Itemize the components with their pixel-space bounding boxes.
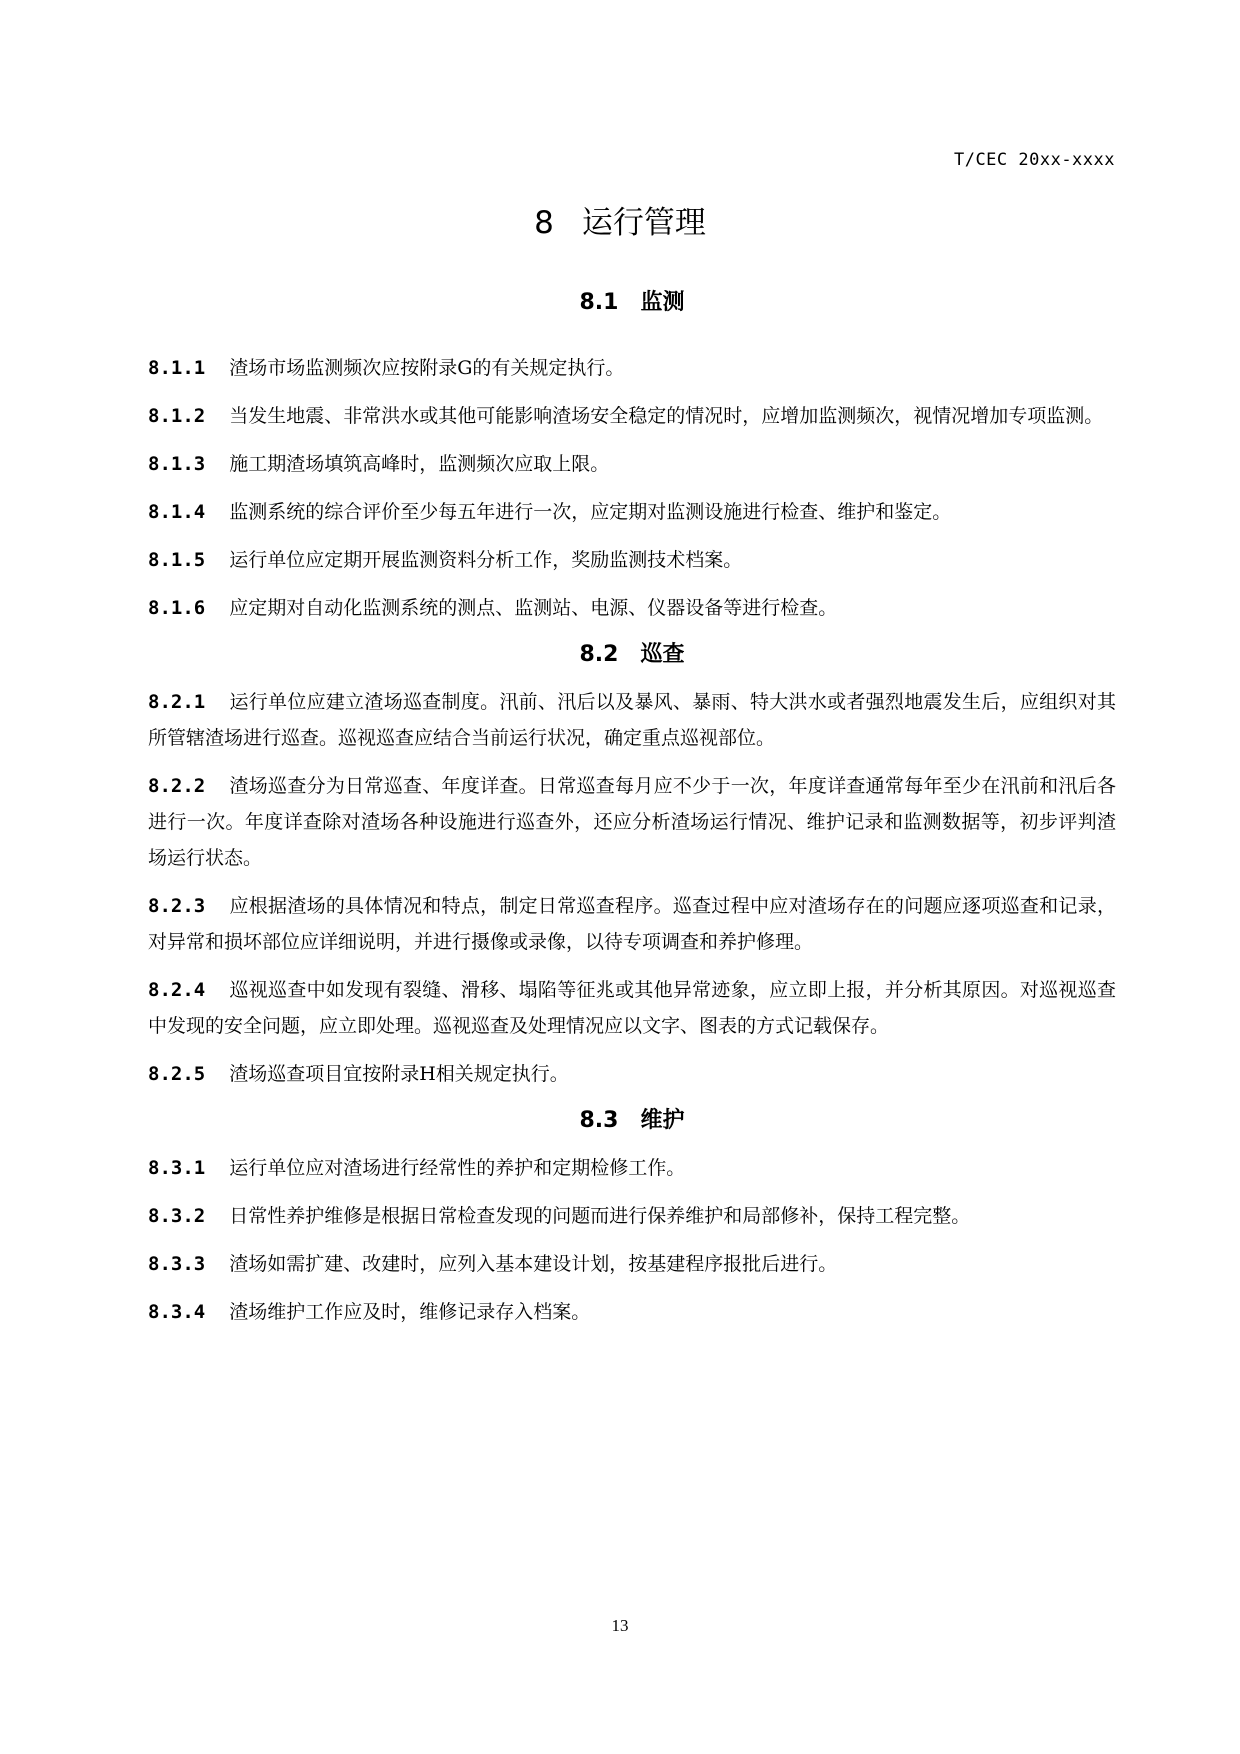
clause bbox=[148, 684, 1116, 756]
clause-text: 巡视巡查中如发现有裂缝、滑移、塌陷等征兆或其他异常迹象，应立即上报，并分析其原因。对巡视巡查中发现的安全问题，应立即处理。巡视巡查及处理情况应以文字、图表的方式记载保存。 bbox=[148, 979, 1116, 1037]
clause bbox=[148, 350, 1116, 386]
clause-text: 施工期渣场填筑高峰时，监测频次应取上限。 bbox=[229, 453, 610, 475]
clause bbox=[148, 768, 1116, 876]
clause-text: 渣场市场监测频次应按附录G的有关规定执行。 bbox=[229, 357, 625, 379]
clause bbox=[148, 1294, 1116, 1330]
clause-number: 8.3.1 bbox=[148, 1157, 206, 1179]
chapter-number: 8 bbox=[534, 205, 554, 241]
clause bbox=[148, 972, 1116, 1044]
standard-code: T/CEC 20xx-xxxx bbox=[953, 150, 1115, 170]
clause-number: 8.2.2 bbox=[148, 775, 206, 797]
section-title-text: 维护 bbox=[640, 1108, 685, 1133]
clause-text: 渣场维护工作应及时，维修记录存入档案。 bbox=[229, 1301, 591, 1323]
clause-text: 运行单位应对渣场进行经常性的养护和定期检修工作。 bbox=[229, 1157, 686, 1179]
clause-number: 8.2.1 bbox=[148, 691, 206, 713]
section-title-text: 巡查 bbox=[640, 642, 685, 667]
clause-number: 8.3.2 bbox=[148, 1205, 206, 1227]
clause bbox=[148, 398, 1116, 434]
clause-text: 渣场巡查项目宜按附录H相关规定执行。 bbox=[229, 1063, 569, 1085]
clause-text: 应根据渣场的具体情况和特点，制定日常巡查程序。巡查过程中应对渣场存在的问题应逐项巡查和记录，对异常和损坏部位应详细说明，并进行摄像或录像，以待专项调查和养护修理。 bbox=[148, 895, 1116, 953]
clause bbox=[148, 542, 1116, 578]
clause-text: 运行单位应建立渣场巡查制度。汛前、汛后以及暴风、暴雨、特大洪水或者强烈地震发生后，应组织对其所管辖渣场进行巡查。巡视巡查应结合当前运行状况，确定重点巡视部位。 bbox=[148, 691, 1116, 749]
clause-text: 日常性养护维修是根据日常检查发现的问题而进行保养维护和局部修补，保持工程完整。 bbox=[229, 1205, 971, 1227]
clause-text: 监测系统的综合评价至少每五年进行一次，应定期对监测设施进行检查、维护和鉴定。 bbox=[229, 501, 952, 523]
document-body bbox=[148, 286, 1116, 1342]
clause-number: 8.1.2 bbox=[148, 405, 206, 427]
chapter-title bbox=[0, 200, 1240, 246]
clause-number: 8.1.1 bbox=[148, 357, 206, 379]
section-number: 8.1 bbox=[579, 290, 619, 315]
clause bbox=[148, 590, 1116, 626]
clause-number: 8.2.3 bbox=[148, 895, 206, 917]
clause-number: 8.3.3 bbox=[148, 1253, 206, 1275]
section-number: 8.2 bbox=[579, 642, 619, 667]
clause bbox=[148, 1150, 1116, 1186]
section-title-maintenance bbox=[148, 1104, 1116, 1138]
section-title-monitoring bbox=[148, 286, 1116, 320]
clause bbox=[148, 1198, 1116, 1234]
clause-number: 8.1.3 bbox=[148, 453, 206, 475]
clause-number: 8.3.4 bbox=[148, 1301, 206, 1323]
clause bbox=[148, 1056, 1116, 1092]
page-number: 13 bbox=[611, 1616, 629, 1635]
section-number: 8.3 bbox=[579, 1108, 619, 1133]
clause bbox=[148, 494, 1116, 530]
clause bbox=[148, 446, 1116, 482]
clause-number: 8.2.5 bbox=[148, 1063, 206, 1085]
clause bbox=[148, 1246, 1116, 1282]
chapter-title-text: 运行管理 bbox=[581, 205, 706, 241]
clause-number: 8.1.5 bbox=[148, 549, 206, 571]
section-title-inspection bbox=[148, 638, 1116, 672]
clause-number: 8.1.4 bbox=[148, 501, 206, 523]
clause-text: 应定期对自动化监测系统的测点、监测站、电源、仪器设备等进行检查。 bbox=[229, 597, 838, 619]
clause-text: 运行单位应定期开展监测资料分析工作，奖励监测技术档案。 bbox=[229, 549, 743, 571]
clause-text: 当发生地震、非常洪水或其他可能影响渣场安全稳定的情况时，应增加监测频次，视情况增加专项监测。 bbox=[229, 405, 1104, 427]
clause-number: 8.2.4 bbox=[148, 979, 206, 1001]
clause-text: 渣场巡查分为日常巡查、年度详查。日常巡查每月应不少于一次，年度详查通常每年至少在汛前和汛后各进行一次。年度详查除对渣场各种设施进行巡查外，还应分析渣场运行情况、维护记录和监测数据等，初步评判渣场运行状态。 bbox=[148, 775, 1116, 869]
clause-number: 8.1.6 bbox=[148, 597, 206, 619]
clause bbox=[148, 888, 1116, 960]
clause-text: 渣场如需扩建、改建时，应列入基本建设计划，按基建程序报批后进行。 bbox=[229, 1253, 838, 1275]
section-title-text: 监测 bbox=[640, 290, 685, 315]
